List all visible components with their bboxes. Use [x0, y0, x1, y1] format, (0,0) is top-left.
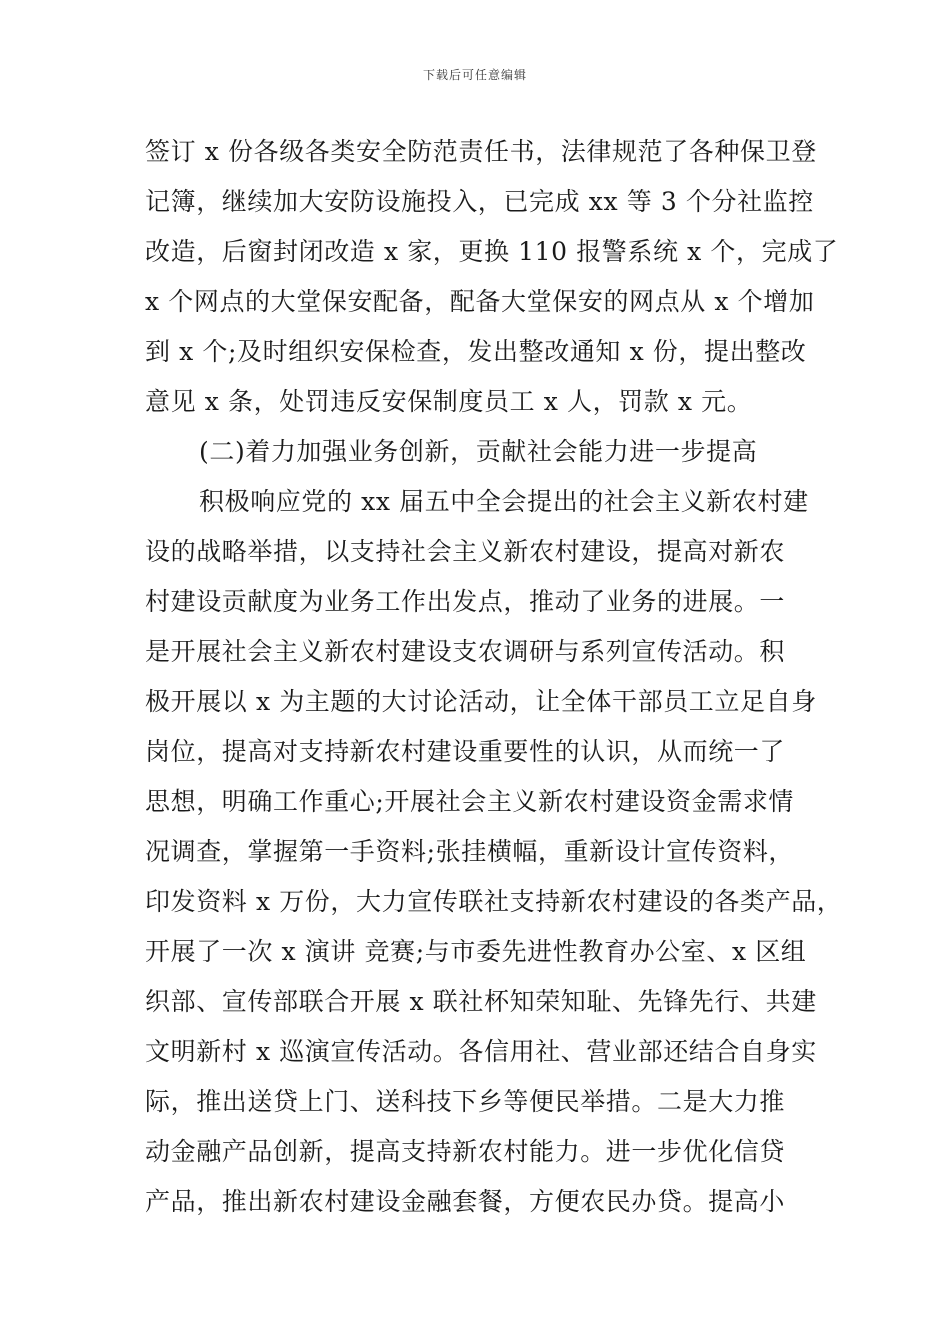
- text-line-6: 意见 x 条，处罚违反安保制度员工 x 人，罚款 x 元。: [145, 387, 753, 416]
- section-heading: (二)着力加强业务创新，贡献社会能力进一步提高: [199, 437, 758, 466]
- text-line-11: 是开展社会主义新农村建设支农调研与系列宣传活动。积: [145, 637, 786, 666]
- page-header: 下载后可任意编辑: [422, 68, 527, 82]
- text-line-17: 开展了一次 x 演讲 竞赛;与市委先进性教育办公室、x 区组: [145, 937, 807, 966]
- text-line-18: 织部、宣传部联合开展 x 联社杯知荣知耻、先锋先行、共建: [145, 987, 817, 1016]
- text-line-14: 思想，明确工作重心;开展社会主义新农村建设资金需求情: [145, 787, 795, 816]
- text-line-8: 积极响应党的 xx 届五中全会提出的社会主义新农村建: [199, 487, 809, 516]
- text-line-15: 况调查，掌握第一手资料;张挂横幅，重新设计宣传资料，: [145, 837, 795, 866]
- text-line-20: 际，推出送贷上门、送科技下乡等便民举措。二是大力推: [145, 1087, 786, 1116]
- document-body: [145, 127, 843, 1227]
- text-line-3: 改造，后窗封闭改造 x 家，更换 110 报警系统 x 个，完成了: [145, 237, 839, 266]
- text-line-22: 产品，推出新农村建设金融套餐，方便农民办贷。提高小: [145, 1187, 786, 1216]
- text-line-16: 印发资料 x 万份，大力宣传联社支持新农村建设的各类产品，: [145, 887, 843, 916]
- text-line-2: 记簿，继续加大安防设施投入，已完成 xx 等 3 个分社监控: [145, 187, 814, 216]
- text-line-1: 签订 x 份各级各类安全防范责任书，法律规范了各种保卫登: [145, 137, 817, 166]
- text-line-4: x 个网点的大堂保安配备，配备大堂保安的网点从 x 个增加: [145, 287, 815, 316]
- text-line-12: 极开展以 x 为主题的大讨论活动，让全体干部员工立足自身: [145, 687, 817, 716]
- text-line-5: 到 x 个;及时组织安保检查，发出整改通知 x 份，提出整改: [145, 337, 807, 366]
- text-line-19: 文明新村 x 巡演宣传活动。各信用社、营业部还结合自身实: [145, 1037, 817, 1066]
- text-line-10: 村建设贡献度为业务工作出发点，推动了业务的进展。一: [145, 587, 786, 616]
- text-line-13: 岗位，提高对支持新农村建设重要性的认识，从而统一了: [145, 737, 786, 766]
- text-line-9: 设的战略举措，以支持社会主义新农村建设，提高对新农: [145, 537, 786, 566]
- text-line-21: 动金融产品创新，提高支持新农村能力。进一步优化信贷: [145, 1137, 786, 1166]
